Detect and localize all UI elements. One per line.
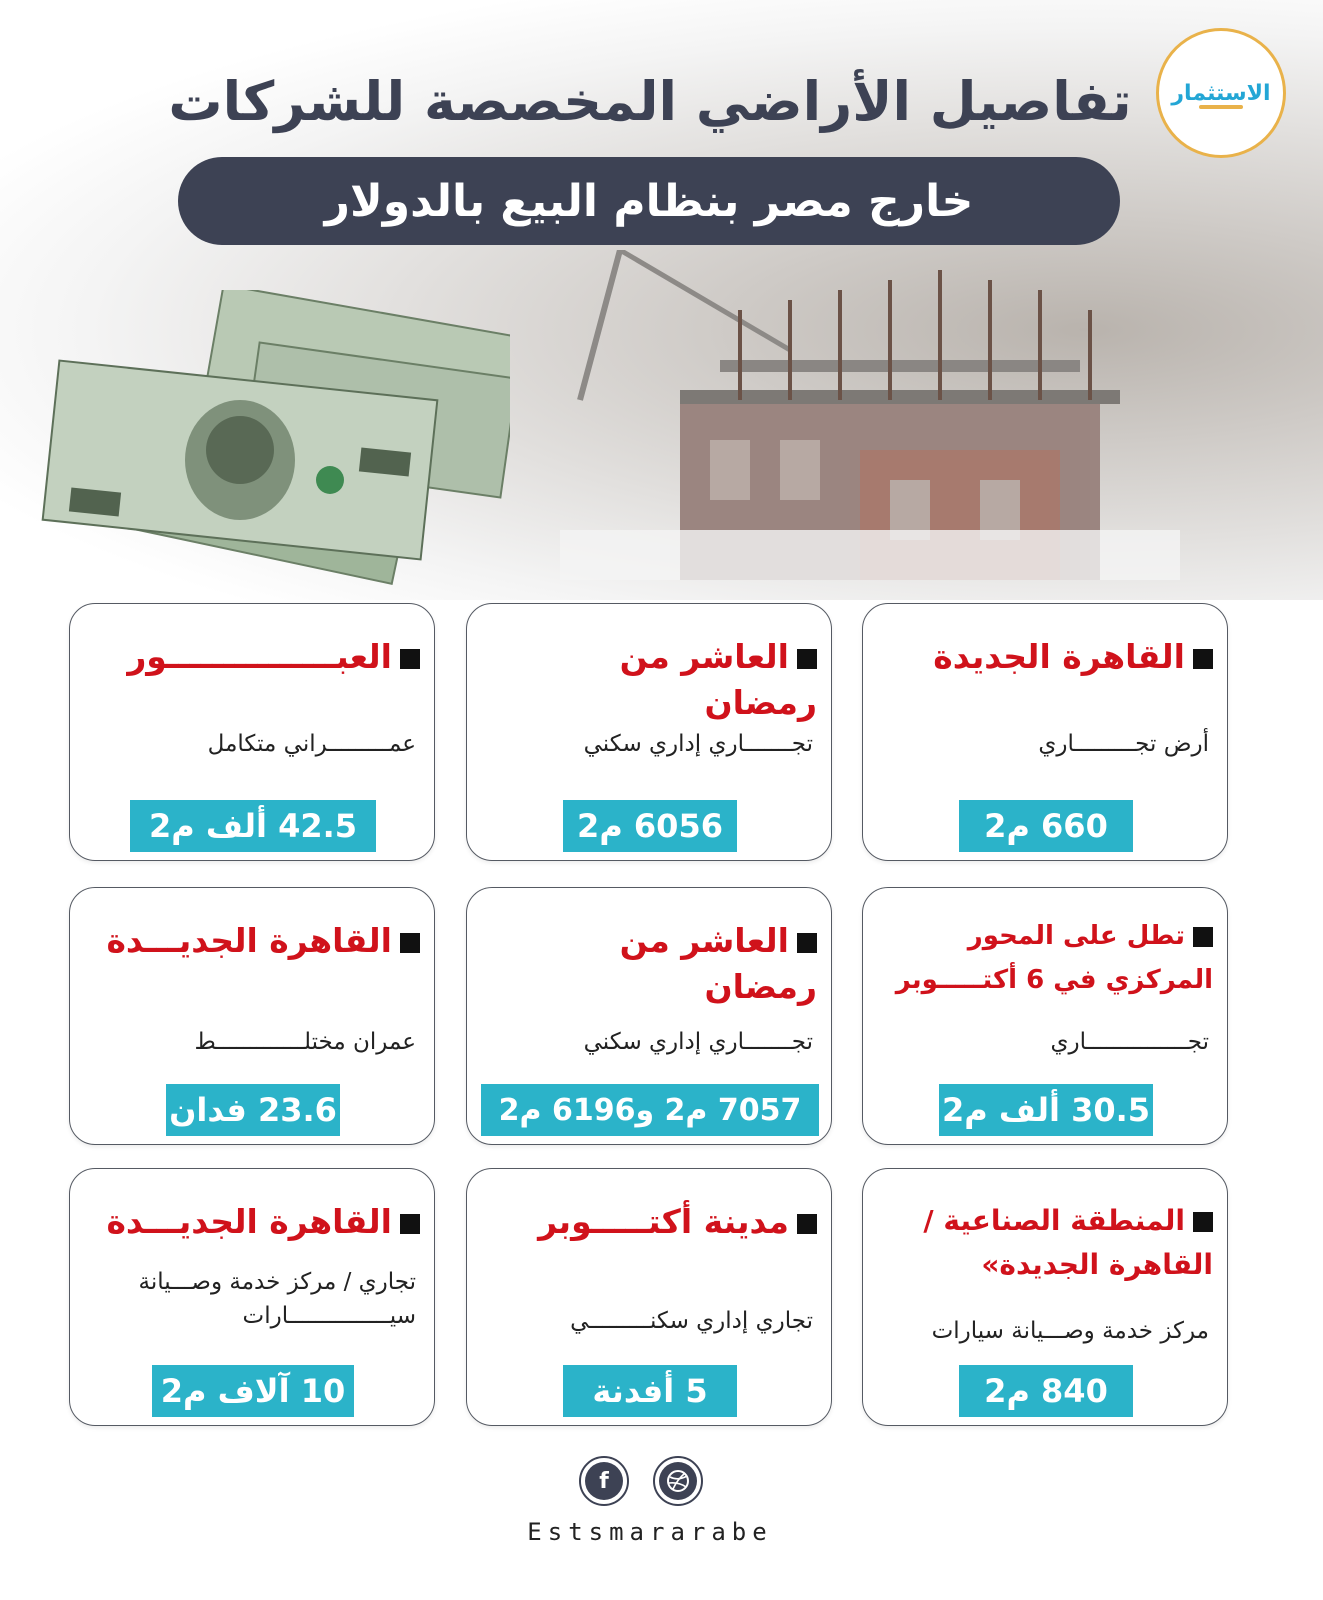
card-area-value: 42.5 ألف م2 [130, 800, 376, 852]
card-title: القاهرة الجديـــدة [100, 918, 420, 964]
dribbble-button[interactable] [653, 1456, 703, 1506]
brand-logo-text: الاستثمار [1171, 80, 1271, 106]
card-area-value: 6056 م2 [563, 800, 737, 852]
card-area-value: 7057 م2 و6196 م2 [481, 1084, 819, 1136]
card-title: القاهرة الجديدة [893, 634, 1213, 680]
card-description: تجـــــــــــــــاري [1050, 1029, 1209, 1055]
land-card [862, 603, 1228, 861]
brand-logo [1156, 28, 1286, 158]
land-card [466, 1168, 832, 1426]
card-description: تجاري إداري سكنـــــــــي [570, 1308, 813, 1334]
bullet-square-icon [1193, 1212, 1213, 1232]
card-title: القاهرة الجديـــدة [100, 1199, 420, 1245]
card-title: تطل على المحور المركزي في 6 أكتـــــوبر [895, 921, 1213, 995]
card-description: مركز خدمة وصـــيانة سيارات [931, 1318, 1209, 1344]
card-area-value: 10 آلاف م2 [152, 1365, 354, 1417]
subtitle-banner [178, 157, 1120, 245]
card-area-value: 23.6 فدان [166, 1084, 340, 1136]
card-area-value: 5 أفدنة [563, 1365, 737, 1417]
land-card [862, 887, 1228, 1145]
card-title: العاشر من رمضان [619, 921, 817, 1006]
card-area-value: 30.5 ألف م2 [939, 1084, 1153, 1136]
bullet-square-icon [797, 933, 817, 953]
land-card [466, 603, 832, 861]
bullet-square-icon [400, 649, 420, 669]
dollar-bills-image [30, 290, 510, 590]
land-card [862, 1168, 1228, 1426]
facebook-icon: f [585, 1462, 623, 1500]
card-description: أرض تجـــــــــاري [1038, 731, 1209, 757]
card-area-value: 840 م2 [959, 1365, 1133, 1417]
bullet-square-icon [797, 649, 817, 669]
bullet-square-icon [400, 1214, 420, 1234]
card-title: العبـــــــــــــــور [100, 634, 420, 680]
brand-logo-accent [1199, 105, 1243, 109]
land-card [69, 1168, 435, 1426]
bullet-square-icon [1193, 649, 1213, 669]
bullet-square-icon [1193, 927, 1213, 947]
card-description: عمران مختلـــــــــــــط [194, 1029, 416, 1055]
bullet-square-icon [797, 1214, 817, 1234]
card-description: تجـــــــاري إداري سكني [583, 1029, 813, 1055]
card-description: تجاري / مركز خدمة وصـــيانة سيـــــــــــــــارات [138, 1269, 416, 1329]
land-card [69, 603, 435, 861]
card-title: مدينة أكتـــــوبر [497, 1199, 817, 1245]
card-title: العاشر من رمضان [619, 637, 817, 722]
facebook-button[interactable] [579, 1456, 629, 1506]
card-area-value: 660 م2 [959, 800, 1133, 852]
dribbble-icon [659, 1462, 697, 1500]
land-card [466, 887, 832, 1145]
page-subtitle: خارج مصر بنظام البيع بالدولار [324, 175, 974, 227]
building-construction-image [560, 250, 1180, 580]
card-description: عمـــــــــراني متكامل [207, 731, 416, 757]
bullet-square-icon [400, 933, 420, 953]
land-card [69, 887, 435, 1145]
card-title: المنطقة الصناعية / القاهرة الجديدة» [923, 1204, 1213, 1281]
site-handle: Estsmararabe [527, 1518, 773, 1546]
page-title: تفاصيل الأراضي المخصصة للشركات [168, 70, 1132, 133]
card-description: تجـــــــاري إداري سكني [583, 731, 813, 757]
